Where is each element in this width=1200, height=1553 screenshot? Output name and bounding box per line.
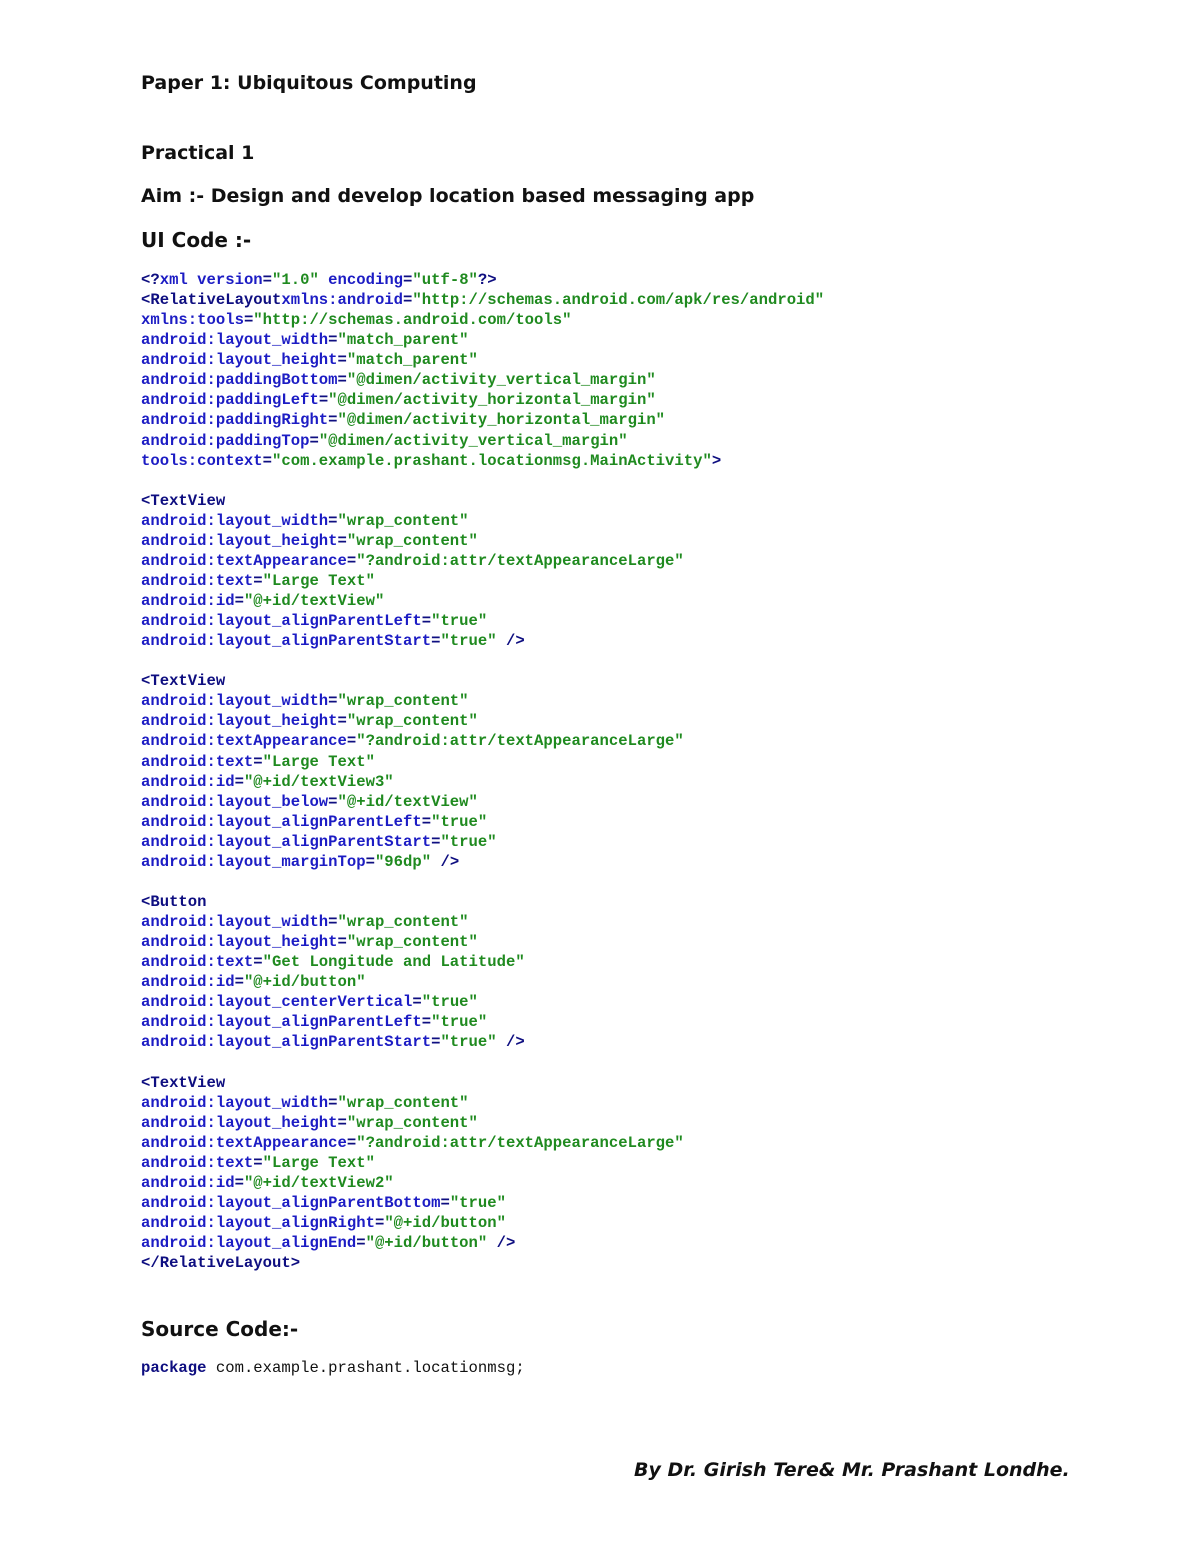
code-token-val: "@+id/textView2"	[243, 1173, 394, 1192]
code-token-punct: =	[328, 331, 338, 350]
code-line	[141, 330, 824, 350]
code-token-val: "Get Longitude and Latitude"	[262, 953, 525, 972]
code-line	[141, 932, 824, 952]
code-token-val: "utf-8"	[412, 271, 478, 289]
code-line	[141, 1213, 824, 1233]
code-token-punct: =	[346, 732, 357, 751]
code-token-tag: />	[496, 632, 525, 651]
code-line	[141, 270, 824, 290]
code-token-val: "Large Text"	[262, 571, 375, 590]
code-token-val: "match_parent"	[337, 331, 469, 350]
code-token-punct: =	[337, 712, 347, 731]
code-token-attr: android:layout_alignParentStart	[141, 1033, 432, 1052]
code-line	[141, 1133, 824, 1153]
code-token-punct: =	[431, 632, 441, 651]
code-token-val: "wrap_content"	[346, 933, 478, 952]
code-line	[141, 551, 824, 571]
code-token-punct: =	[337, 1113, 347, 1132]
code-token-punct: =	[365, 852, 375, 871]
code-token-punct: =	[328, 692, 338, 711]
code-token-attr: encoding	[318, 271, 404, 289]
code-token-attr: android:layout_alignParentStart	[141, 632, 432, 651]
code-line	[141, 671, 824, 691]
code-token-attr: android:paddingTop	[141, 431, 310, 450]
code-line	[141, 912, 824, 932]
code-token-val: "?android:attr/textAppearanceLarge"	[356, 551, 684, 570]
paper-title: Paper 1: Ubiquitous Computing	[141, 72, 477, 94]
code-token-punct: =	[337, 371, 347, 390]
code-token-punct: =	[328, 411, 338, 430]
code-token-punct: =	[318, 391, 329, 410]
code-line	[141, 290, 824, 310]
code-line	[141, 571, 824, 591]
code-token-attr: android:layout_height	[141, 1113, 338, 1132]
code-token-attr: android:id	[141, 973, 235, 992]
code-token-attr: android:layout_alignParentLeft	[141, 612, 422, 631]
code-token-val: "true"	[421, 993, 478, 1012]
code-token-attr: android:layout_width	[141, 511, 329, 530]
code-token-tag: <TextView	[141, 491, 226, 510]
code-token-val: "http://schemas.android.com/apk/res/android"	[412, 291, 825, 310]
code-line	[141, 1113, 824, 1133]
code-token-punct: =	[374, 1213, 385, 1232]
code-token-tag: />	[487, 1234, 516, 1252]
code-token-val: "match_parent"	[346, 351, 478, 370]
code-token-attr: xmlns:android	[281, 291, 404, 310]
code-line	[141, 691, 824, 711]
code-line	[141, 1093, 824, 1113]
code-token-val: "true"	[440, 1033, 497, 1052]
code-token-val: "Large Text"	[262, 1153, 375, 1172]
code-token-attr: android:textAppearance	[141, 1133, 347, 1152]
code-line	[141, 431, 824, 451]
code-token-attr: android:layout_height	[141, 531, 338, 550]
source-code-label: Source Code:-	[141, 1317, 299, 1341]
code-blank-line	[141, 872, 824, 892]
code-token-attr: android:id	[141, 1173, 235, 1192]
code-token-val: "@+id/textView"	[243, 592, 385, 610]
code-blank-line	[141, 1052, 824, 1072]
code-token-val: "@dimen/activity_vertical_margin"	[346, 371, 656, 390]
code-token-tag: ?>	[477, 271, 497, 289]
author-footer: By Dr. Girish Tere& Mr. Prashant Londhe.	[634, 1459, 1070, 1481]
practical-title: Practical 1	[141, 142, 255, 164]
code-line	[141, 992, 824, 1012]
code-token-tag: <TextView	[141, 1073, 226, 1092]
code-token-punct: =	[234, 973, 244, 992]
code-token-punct: =	[337, 531, 347, 550]
code-line	[141, 972, 824, 992]
code-token-punct: =	[346, 1133, 357, 1152]
code-token-attr: xmlns:tools	[141, 311, 244, 330]
aim-statement: Aim :- Design and develop location based messaging app	[141, 185, 755, 207]
code-token-val: "?android:attr/textAppearanceLarge"	[356, 1133, 684, 1152]
code-token-punct: =	[431, 832, 441, 851]
code-token-tag: </RelativeLayout>	[141, 1254, 301, 1273]
ui-code-label: UI Code :-	[141, 228, 252, 252]
code-line	[141, 711, 824, 731]
code-blank-line	[141, 651, 824, 671]
code-line	[141, 410, 824, 430]
code-token-attr: android:layout_below	[141, 792, 329, 811]
code-token-val: "wrap_content"	[337, 511, 469, 530]
code-token-val: "wrap_content"	[337, 913, 469, 931]
code-token-attr: android:text	[141, 1153, 254, 1172]
code-token-attr: android:text	[141, 953, 254, 972]
code-token-punct: =	[253, 571, 263, 590]
code-line	[141, 611, 824, 631]
code-token-val: "http://schemas.android.com/tools"	[253, 311, 572, 330]
code-token-tag: >	[711, 451, 722, 470]
code-token-punct: =	[253, 1153, 263, 1172]
code-token-attr: android:layout_width	[141, 913, 329, 931]
code-token-attr: tools:context	[141, 451, 263, 470]
code-token-attr: xml version	[159, 271, 263, 289]
code-token-attr: android:layout_alignRight	[141, 1213, 375, 1232]
code-line	[141, 531, 824, 551]
code-token-attr: android:layout_alignParentStart	[141, 832, 432, 851]
code-token-val: "true"	[440, 832, 497, 851]
code-token-attr: android:id	[141, 772, 235, 791]
code-token-val: "@dimen/activity_horizontal_margin"	[328, 391, 656, 410]
code-token-punct: =	[403, 271, 413, 289]
package-keyword: package	[141, 1359, 207, 1377]
code-token-attr: android:textAppearance	[141, 551, 347, 570]
code-token-val: "1.0"	[272, 271, 319, 289]
code-token-attr: android:layout_alignParentLeft	[141, 812, 422, 831]
code-token-punct: =	[337, 351, 347, 370]
code-line	[141, 511, 824, 531]
code-token-tag: <TextView	[141, 672, 226, 691]
code-token-punct: =	[234, 1173, 244, 1192]
code-token-val: "wrap_content"	[346, 1113, 478, 1132]
code-line	[141, 390, 824, 410]
code-line	[141, 491, 824, 511]
code-line	[141, 832, 824, 852]
code-token-attr: android:layout_height	[141, 351, 338, 370]
code-token-punct: =	[403, 291, 413, 310]
code-line	[141, 631, 824, 651]
code-token-punct: =	[421, 1013, 432, 1032]
code-token-attr: android:layout_width	[141, 692, 329, 711]
code-line	[141, 852, 824, 872]
code-token-val: "@+id/button"	[365, 1234, 488, 1252]
code-token-val: "true"	[431, 1013, 488, 1032]
code-token-punct: =	[253, 953, 263, 972]
code-token-tag: <Button	[141, 892, 207, 911]
code-token-attr: android:textAppearance	[141, 732, 347, 751]
code-token-attr: android:layout_height	[141, 933, 338, 952]
code-line	[141, 1012, 824, 1032]
code-token-val: "@+id/button"	[243, 973, 366, 992]
code-token-attr: android:paddingLeft	[141, 391, 319, 410]
code-token-punct: =	[262, 271, 273, 289]
code-line	[141, 952, 824, 972]
code-token-punct: =	[440, 1193, 450, 1212]
code-token-attr: android:paddingBottom	[141, 371, 338, 390]
code-token-val: "@dimen/activity_vertical_margin"	[318, 431, 628, 450]
code-token-val: "com.example.prashant.locationmsg.MainActivity"	[272, 451, 712, 470]
package-name: com.example.prashant.locationmsg;	[206, 1359, 525, 1377]
code-token-punct: =	[234, 592, 244, 610]
code-token-val: "@+id/textView3"	[243, 772, 394, 791]
code-token-val: "wrap_content"	[337, 1093, 469, 1112]
code-token-val: "@+id/button"	[384, 1213, 506, 1232]
code-line	[141, 772, 824, 792]
code-token-punct: =	[234, 772, 244, 791]
code-line	[141, 1233, 824, 1253]
code-line	[141, 752, 824, 772]
code-token-attr: android:layout_centerVertical	[141, 993, 413, 1012]
code-token-punct: =	[412, 993, 422, 1012]
code-token-punct: =	[356, 1234, 366, 1252]
code-token-val: "96dp"	[374, 852, 432, 871]
code-token-val: "?android:attr/textAppearanceLarge"	[356, 732, 684, 751]
code-blank-line	[141, 471, 824, 491]
code-token-attr: android:text	[141, 752, 254, 771]
code-token-attr: android:layout_alignEnd	[141, 1234, 357, 1252]
code-token-attr: android:paddingRight	[141, 411, 329, 430]
code-line	[141, 731, 824, 751]
code-line	[141, 812, 824, 832]
code-token-val: "Large Text"	[262, 752, 375, 771]
code-line	[141, 1153, 824, 1173]
code-line	[141, 370, 824, 390]
code-token-val: "true"	[440, 632, 497, 651]
code-token-val: "wrap_content"	[346, 712, 478, 731]
code-token-punct: =	[328, 792, 338, 811]
code-token-attr: android:layout_alignParentLeft	[141, 1013, 422, 1032]
code-token-punct: =	[328, 511, 338, 530]
code-token-val: "true"	[431, 812, 488, 831]
code-token-punct: =	[421, 812, 432, 831]
code-token-attr: android:layout_width	[141, 1093, 329, 1112]
code-token-val: "wrap_content"	[346, 531, 478, 550]
code-token-attr: android:layout_alignParentBottom	[141, 1193, 441, 1212]
code-line	[141, 892, 824, 912]
code-line	[141, 1173, 824, 1193]
code-token-tag: />	[496, 1033, 525, 1052]
code-token-attr: android:layout_marginTop	[141, 852, 366, 871]
code-line	[141, 1073, 824, 1093]
code-line	[141, 591, 824, 611]
code-line	[141, 1253, 824, 1273]
code-line	[141, 350, 824, 370]
code-token-val: "@+id/textView"	[337, 792, 478, 811]
xml-code-block	[141, 270, 824, 1273]
code-line	[141, 1193, 824, 1213]
code-token-punct: =	[253, 752, 263, 771]
code-token-attr: android:layout_width	[141, 331, 329, 350]
code-token-punct: =	[243, 311, 254, 330]
code-token-punct: =	[337, 933, 347, 952]
code-token-val: "true"	[431, 612, 488, 631]
code-line	[141, 1032, 824, 1052]
code-line	[141, 792, 824, 812]
code-token-val: "true"	[449, 1193, 506, 1212]
code-line	[141, 451, 824, 471]
code-token-attr: android:id	[141, 592, 235, 610]
code-token-punct: =	[328, 1093, 338, 1112]
code-token-punct: =	[309, 431, 319, 450]
code-token-attr: android:layout_height	[141, 712, 338, 731]
code-token-punct: =	[431, 1033, 441, 1052]
code-token-val: "wrap_content"	[337, 692, 469, 711]
code-token-tag: <?	[141, 271, 160, 289]
code-token-attr: android:text	[141, 571, 254, 590]
code-line	[141, 310, 824, 330]
code-token-punct: =	[328, 913, 338, 931]
code-token-tag: />	[431, 852, 460, 871]
code-token-punct: =	[262, 451, 273, 470]
java-code-block	[141, 1358, 525, 1378]
code-token-val: "@dimen/activity_horizontal_margin"	[337, 411, 666, 430]
code-token-punct: =	[421, 612, 432, 631]
code-token-punct: =	[346, 551, 357, 570]
code-token-tag: <RelativeLayout	[141, 291, 282, 310]
